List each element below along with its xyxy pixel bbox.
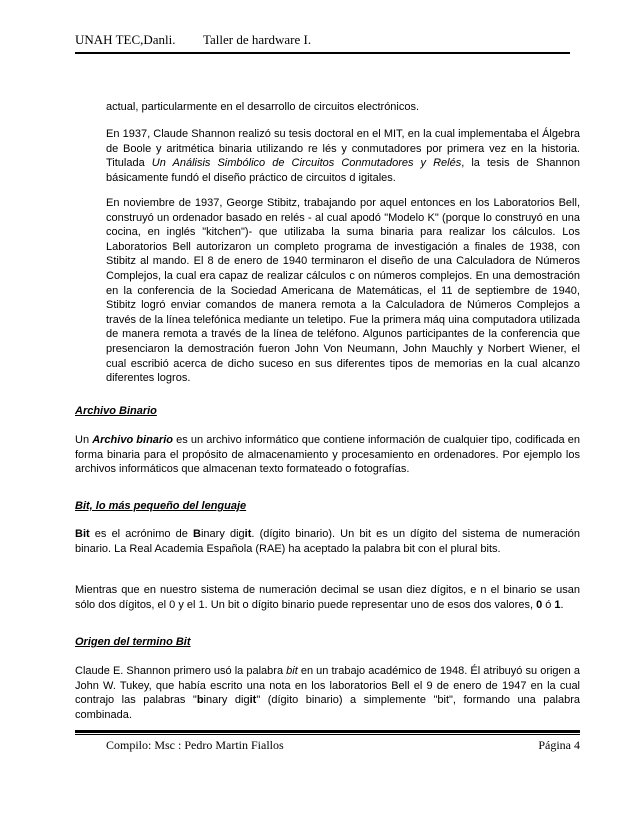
paragraph-stibitz: En noviembre de 1937, George Stibitz, trabajando por aquel entonces en los Laboratorios Bell, construyó un ordenador basado en relés - al cual apodó "Modelo K" (porque lo construyó en una cocina, en inglés "kitchen")- que utilizaba la suma binaria para realizar los cálculos. Los Laboratorios Bell autorizaron un completo programa de investigación a finales de 1938, con Stibitz al mando. El 8 de enero de 1940 terminaron el diseño de una Calculadora de Números Complejos, la cual era capaz de realizar cálculos c on números complejos. En una demostración en la conferencia de la Sociedad Americana de Matemáticas, el 11 de septiembre de 1940, Stibitz logró enviar comandos de manera remota a la Calculadora de Números Complejos a través de la línea telefónica mediante un teletipo. Fue la primera máq uina computadora utilizada de manera remota a través de la línea de teléfono. Algunos participantes de la conferencia que presenciaron la demostración fueron John Von Neumann, John Mauchly y Norbert Wiener, el cual escribió acerca de dicho suceso en sus diferentes tipos de memorias en la cual alcanzo diferentes logros. (106, 197, 580, 385)
paragraph-shannon-text-b: , la tesis de Shannon básicamente fundó el diseño práctico de circuitos d igitales. (106, 157, 580, 184)
bit-term: Bit (75, 528, 90, 540)
archivo-term: Archivo binario (92, 434, 173, 446)
archivo-text-2: es un archivo informático que contiene información de cualquier tipo, codificada en forma binaria para el propósito de almacenamiento y procesamiento en ordenadores. Por ejemplo los archivos informáticos que almacenan texto formateado o fotografías. (75, 434, 580, 476)
origen-it-letters: it (249, 694, 257, 707)
thesis-title: Un Análisis Simbólico de Circuitos Conmutadores y Relés (151, 157, 462, 170)
bit-text-1: es el acrónimo de (89, 528, 194, 540)
paragraph-shannon (106, 127, 580, 185)
archivo-text-1: Un (75, 434, 93, 446)
paragraph-intro-continuation: actual, particularmente en el desarrollo de circuitos electrónicos. (106, 101, 420, 113)
digits-text-1: Mientras que en nuestro sistema de numeración decimal se usan diez dígitos, e n el binario se usan sólo dos dígitos, el 0 y el 1. Un bit o dígito binario puede representar uno de esos dos valores, (75, 584, 580, 611)
paragraph-bit-definition (75, 527, 580, 556)
bit-text-2: inary dig (200, 528, 245, 540)
digit-one: 1 (554, 598, 561, 611)
page-number: Página 4 (538, 738, 580, 752)
paragraph-shannon-text-a: En 1937, Claude Shannon realizó su tesis doctoral en el MIT, en la cual implementaba el Álgebra de Boole y aritmética binaria utilizando re lés y conmutadores por primera vez en la historia. Titulada (106, 128, 580, 170)
origen-text-4: " (dígito binario) a simplemente "bit", formando una palabra combinada. (75, 694, 580, 721)
header-divider (75, 52, 570, 54)
origen-b-letter: b (196, 694, 204, 707)
bit-it-letters: it (244, 528, 252, 540)
origen-text-2: en un trabajo académico de 1948. Él atribuyó su origen a John W. Tukey, que había escrito una nota en los laboratorios Bell el 9 de enero de 1947 en la cual contrajo las palabras " (75, 665, 580, 707)
paragraph-archivo-binario (75, 433, 580, 477)
page-header (75, 12, 575, 52)
bit-text-3: . (dígito binario). Un bit es un dígito del sistema de numeración binario. La Real Academia Española (RAE) ha aceptado la palabra bit con el plural bits. (75, 528, 581, 555)
footer-author: Compilo: Msc : Pedro Martin Fiallos (106, 738, 284, 752)
heading-archivo-binario: Archivo Binario (75, 405, 157, 417)
paragraph-origen-bit (75, 664, 580, 722)
heading-origen-bit: Origen del termino Bit (75, 636, 191, 648)
digit-zero: 0 (536, 598, 543, 611)
footer-divider-thick (75, 730, 580, 733)
digits-text-2: ó (542, 598, 555, 611)
origen-bit-word: bit (286, 665, 298, 677)
header-institution: UNAH TEC,Danli. (75, 32, 176, 47)
origen-text-1: Claude E. Shannon primero usó la palabra (75, 665, 287, 677)
header-course: Taller de hardware I. (203, 32, 312, 47)
bit-b-letter: B (193, 528, 201, 540)
digits-text-3: . (560, 598, 564, 611)
paragraph-bit-digits (75, 583, 580, 612)
heading-bit: Bit, lo más pequeño del lenguaje (75, 500, 247, 512)
origen-text-3: inary dig (203, 694, 250, 707)
footer-divider-thin (75, 734, 580, 735)
